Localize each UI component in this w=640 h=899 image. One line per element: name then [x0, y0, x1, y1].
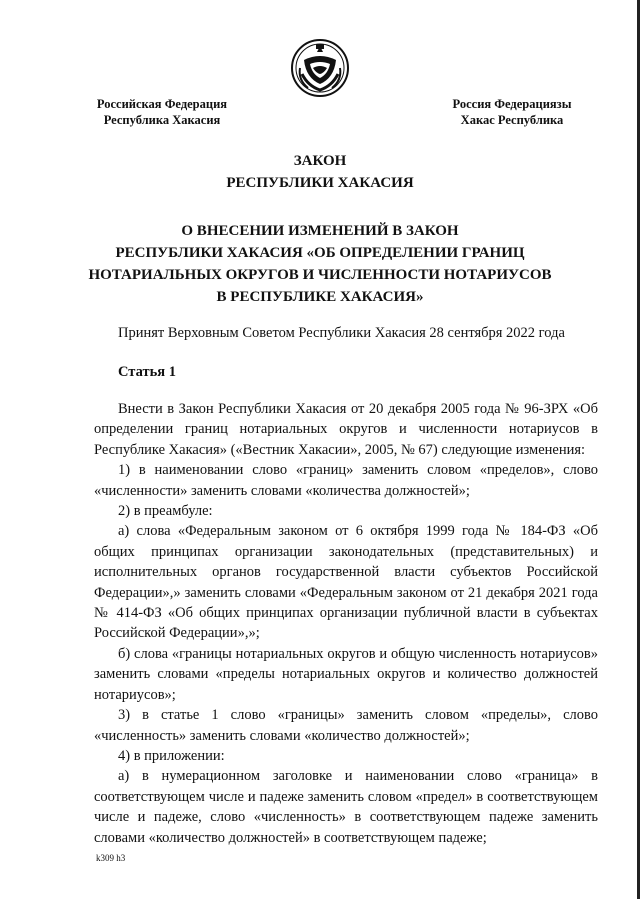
paragraph: а) в нумерационном заголовке и наименовании слово «граница» в соответствующем числе и падеже заменить словом «предел» в соответствующем числе и падеже, слово «численность» в соответствующем падеже заменить словами «количество должностей» в соответствующем падеже;	[94, 768, 598, 846]
article-body	[94, 399, 598, 848]
header-left-country: Российская Федерация	[96, 97, 228, 111]
law-title-line2: РЕСПУБЛИКИ ХАКАСИЯ «ОБ ОПРЕДЕЛЕНИИ ГРАНИЦ	[115, 245, 525, 261]
paragraph: 3) в статье 1 слово «границы» заменить словом «пределы», слово «численность» заменить словами «количество должностей»;	[94, 707, 598, 744]
document-type-line2: РЕСПУБЛИКИ ХАКАСИЯ	[226, 175, 414, 191]
document-type-line1: ЗАКОН	[293, 153, 347, 169]
adoption-note: Принят Верховным Советом Республики Хакасия 28 сентября 2022 года	[118, 325, 565, 341]
header-left-republic: Республика Хакасия	[103, 113, 221, 127]
document-type	[80, 150, 560, 194]
article-heading: Статья 1	[118, 364, 176, 380]
paragraph: Внести в Закон Республики Хакасия от 20 декабря 2005 года № 96-ЗРХ «Об определении границ нотариальных округов и численности нотариусов в Республике Хакасия» («Вестник Хакасии», 2005, № 67) следующие изменения:	[94, 401, 598, 458]
paragraph: б) слова «границы нотариальных округов и общую численность нотариусов» заменить словами «пределы нотариальных округов и количество должностей нотариусов»;	[94, 645, 598, 703]
paragraph: 4) в приложении:	[118, 747, 225, 764]
footer-code: k309 h3	[96, 853, 126, 863]
paragraph: 1) в наименовании слово «границ» заменить словом «пределов», слово «численности» заменить словами «количества должностей»;	[94, 462, 598, 499]
header-right-republic: Хакас Республика	[460, 113, 564, 127]
law-title-line4: В РЕСПУБЛИКЕ ХАКАСИЯ»	[216, 289, 424, 305]
header-left	[92, 96, 232, 128]
header-right	[442, 96, 582, 128]
paragraph: 2) в преамбуле:	[118, 503, 213, 520]
law-title-line1: О ВНЕСЕНИИ ИЗМЕНЕНИЙ В ЗАКОН	[181, 223, 459, 239]
law-title	[80, 220, 560, 308]
coat-of-arms-icon	[290, 38, 350, 98]
law-title-line3: НОТАРИАЛЬНЫХ ОКРУГОВ И ЧИСЛЕННОСТИ НОТАРИУСОВ	[88, 267, 552, 283]
paragraph: а) слова «Федеральным законом от 6 октября 1999 года № 184-ФЗ «Об общих принципах организации законодательных (представительных) и исполнительных органов государственной власти субъектов Российской Федерации»,» заменить словами «Федеральным законом от 21 декабря 2021 года № 414-ФЗ «Об общих принципах организации публичной власти в субъектах Российской Федерации»,»;	[94, 523, 598, 642]
header-right-country: Россия Федерациязы	[452, 97, 572, 111]
